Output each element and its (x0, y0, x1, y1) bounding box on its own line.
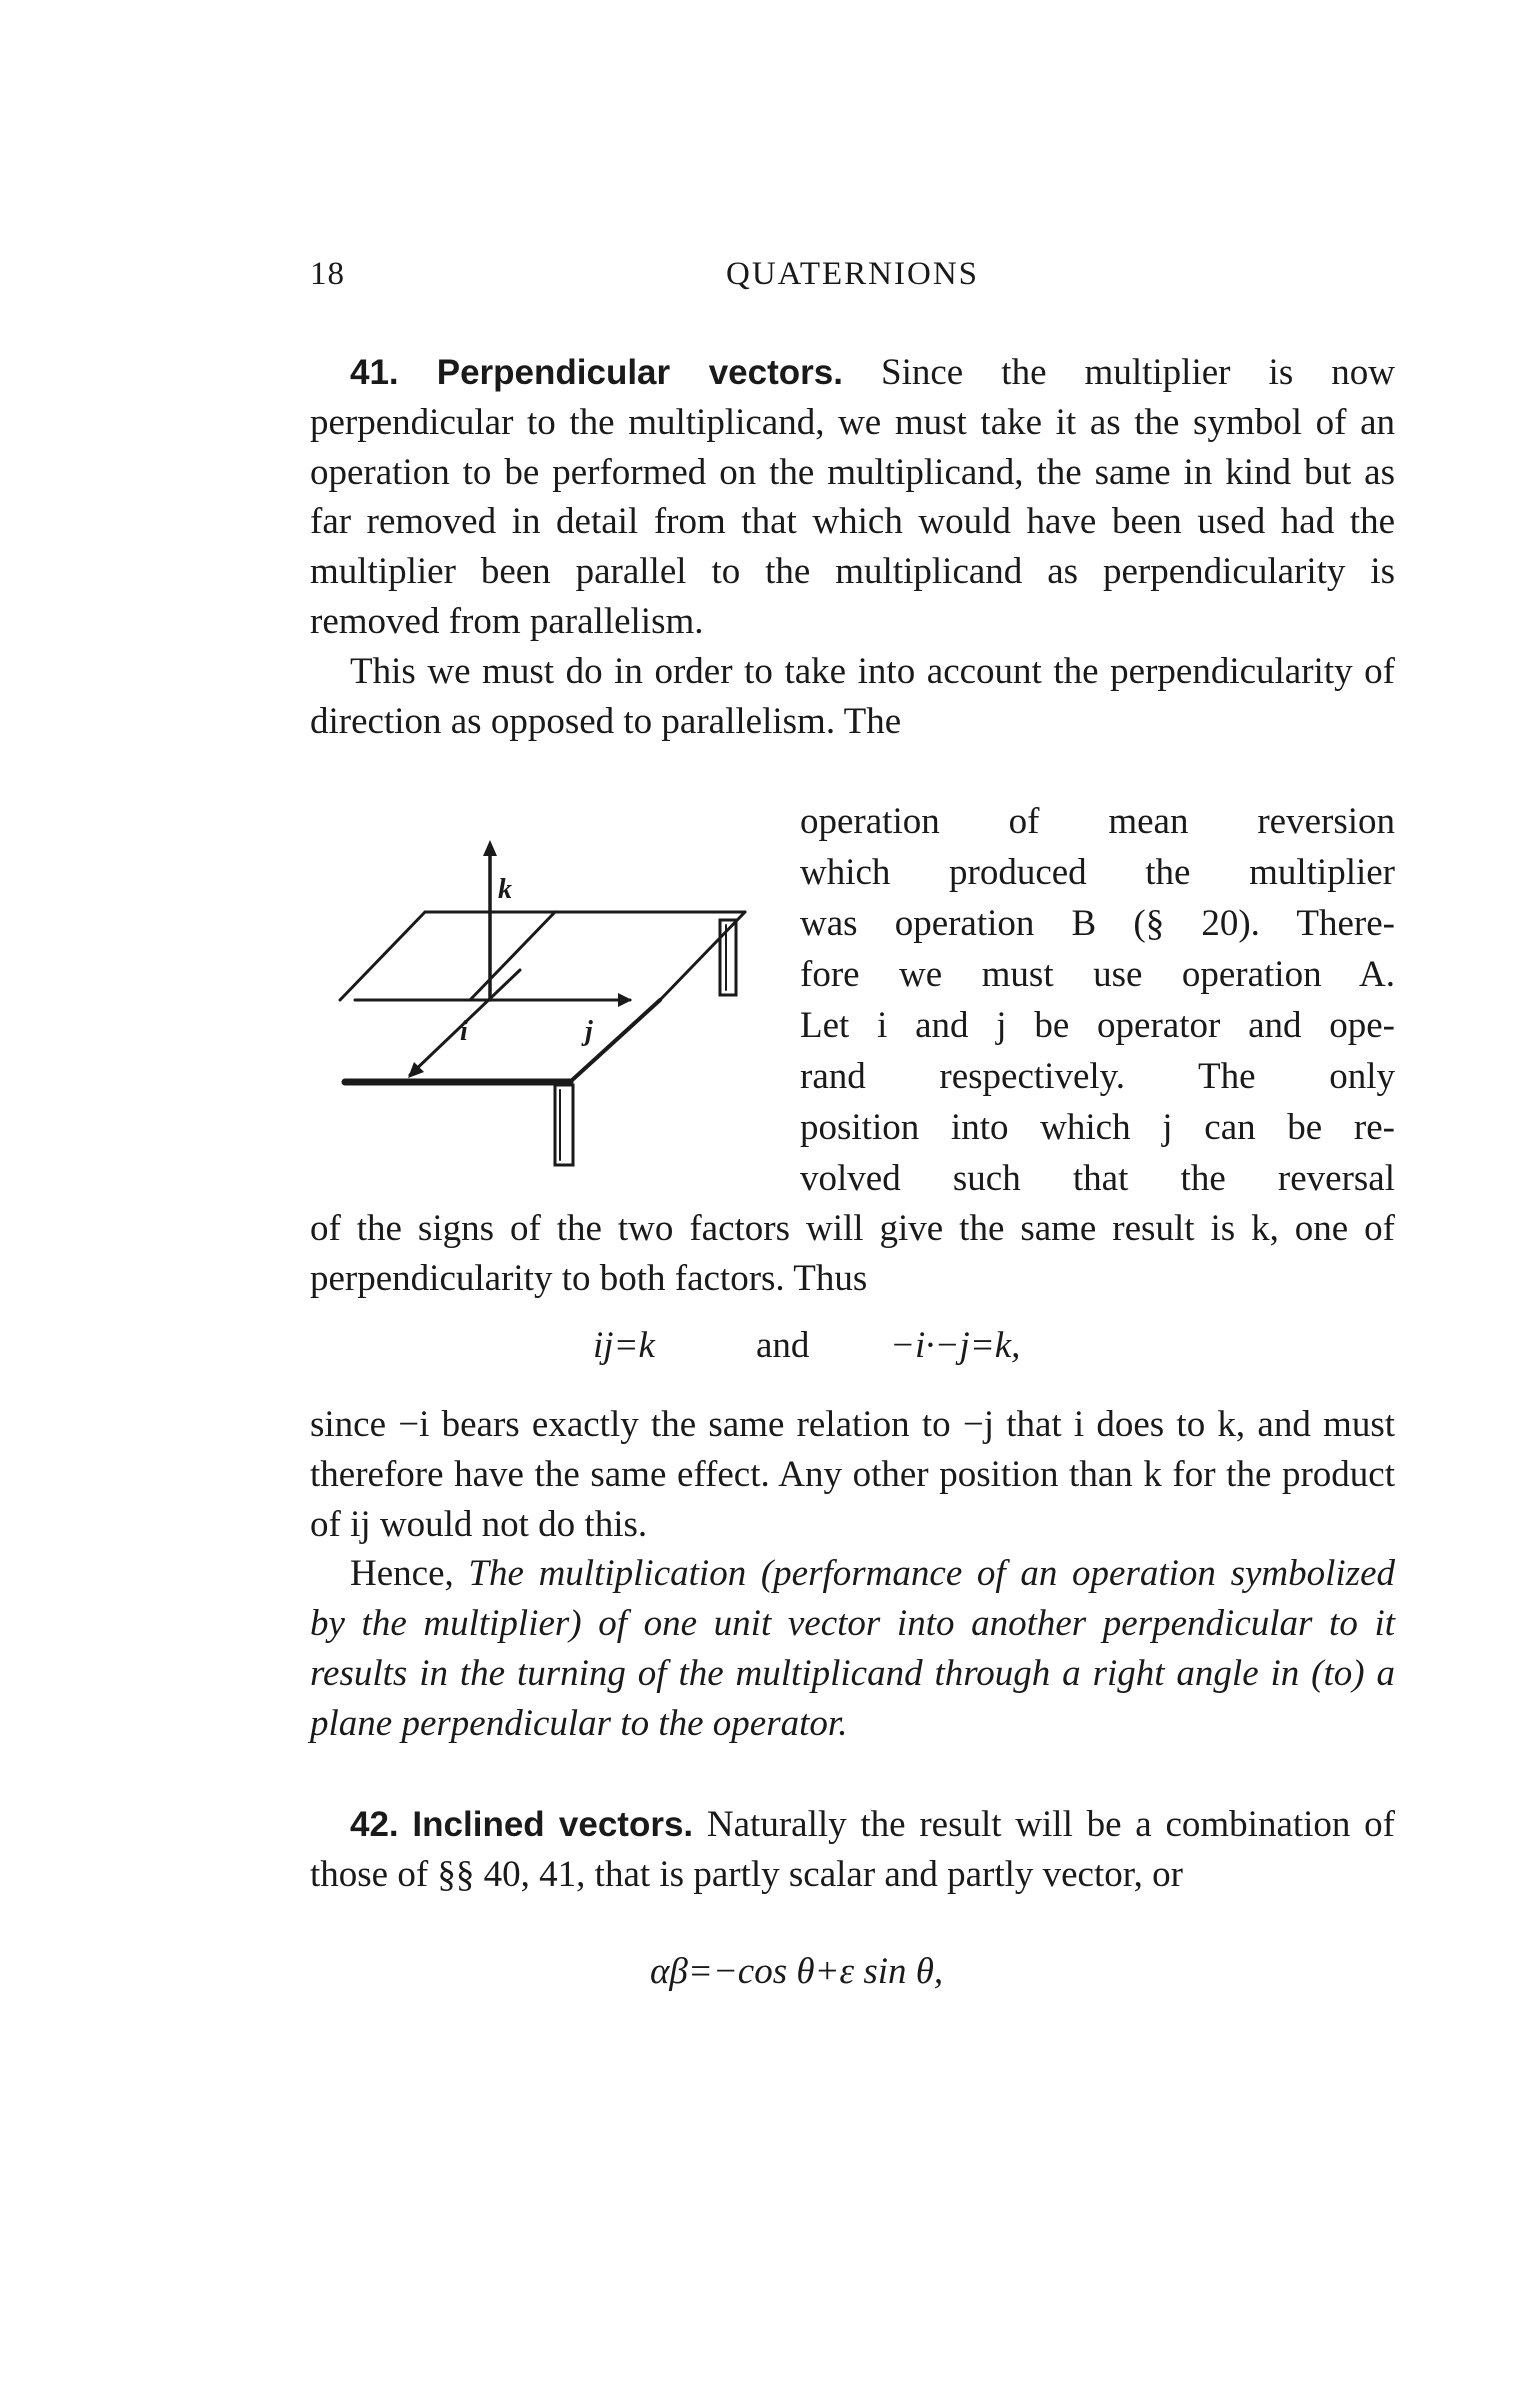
sec42-para1-text: Naturally the result will be a combination of those of §§ 40, 41, that is partly scalar and partly vector, or (310, 1804, 1396, 1895)
sec41-para1 (310, 348, 1395, 647)
section-number: 41. (350, 353, 399, 392)
sec41-rest (310, 1400, 1395, 1749)
sec41-para2-full (310, 647, 1395, 747)
wrap-line: operation of mean reversion (800, 801, 1395, 842)
equation-and: and (756, 1325, 810, 1366)
sec42-para1 (310, 1800, 1395, 1900)
equation-right: −i·−j=k, (890, 1325, 1021, 1366)
sec41-para2-tail-text: of the signs of the two factors will give the same result is k, one of perpendicularity to both factors. Thus (310, 1208, 1395, 1299)
wrap-line: position into which j can be re- (800, 1107, 1395, 1148)
sec41-para4-italic: The multiplication (performance of an operation symbolized by the multiplier) of one unit vector into another perpendicular to it results in the turning of the multiplicand through a right angle in (to) a plane perpendicular to the operator. (310, 1553, 1395, 1744)
sec41-para4-lead: Hence, (350, 1553, 454, 1595)
j-arrowhead (618, 993, 632, 1007)
plane-left-edge (340, 912, 425, 1000)
plane-front-right (570, 1000, 660, 1082)
k-label: k (498, 874, 512, 905)
vector-figure (330, 840, 760, 1180)
i-label: i (460, 1016, 468, 1047)
wrap-line: Let i and j be operator and ope- (800, 1005, 1395, 1046)
k-arrowhead (483, 840, 497, 856)
sec41-para2-text: This we must do in order to take into account the perpendicularity of direction as opposed to parallelism. The (310, 650, 1395, 742)
equation-left: ij=k (593, 1325, 655, 1366)
section-41 (310, 348, 1395, 746)
wrap-line: which produced the multiplier (800, 852, 1395, 893)
sec41-para1-text: Since the multiplier is now perpendicular to the multiplicand, we must take it as the symbol of an operation to be performed on the multiplicand, the same in kind but as far removed in detail from that which would have been used had the multiplier been parallel to the multiplicand as perpendicularity is removed from parallelism. (310, 352, 1396, 642)
page-header (310, 256, 1395, 306)
equation-42 (310, 1950, 1395, 2000)
equation-42-text: αβ=−cos θ+ε sin θ, (650, 1951, 944, 1992)
section-title: Perpendicular vectors. (436, 353, 843, 392)
plane-mid-diagonal (470, 912, 555, 1000)
sec41-para2-tail (310, 1204, 1395, 1304)
sec41-para4 (310, 1549, 1395, 1748)
sec41-para3: since −i bears exactly the same relation to −j that i does to k, and must therefore have the same effect. Any other position than k for the product of ij would not do this. (310, 1404, 1395, 1545)
j-label: j (585, 1016, 593, 1047)
wrap-line: rand respectively. The only (800, 1056, 1395, 1097)
wrap-line: fore we must use operation A. (800, 954, 1395, 995)
front-leg (555, 1085, 573, 1165)
wrap-line: volved such that the reversal (800, 1158, 1395, 1199)
page-number: 18 (310, 256, 345, 292)
equation-41 (310, 1324, 1395, 1374)
plane-right-edge (660, 912, 745, 1000)
section-number: 42. (350, 1805, 399, 1844)
section-title: Inclined vectors. (412, 1805, 694, 1844)
section-42 (310, 1800, 1395, 1900)
wrap-text (800, 796, 1395, 1204)
wrap-line: was operation B (§ 20). There- (800, 903, 1395, 944)
running-title: QUATERNIONS (726, 256, 979, 292)
